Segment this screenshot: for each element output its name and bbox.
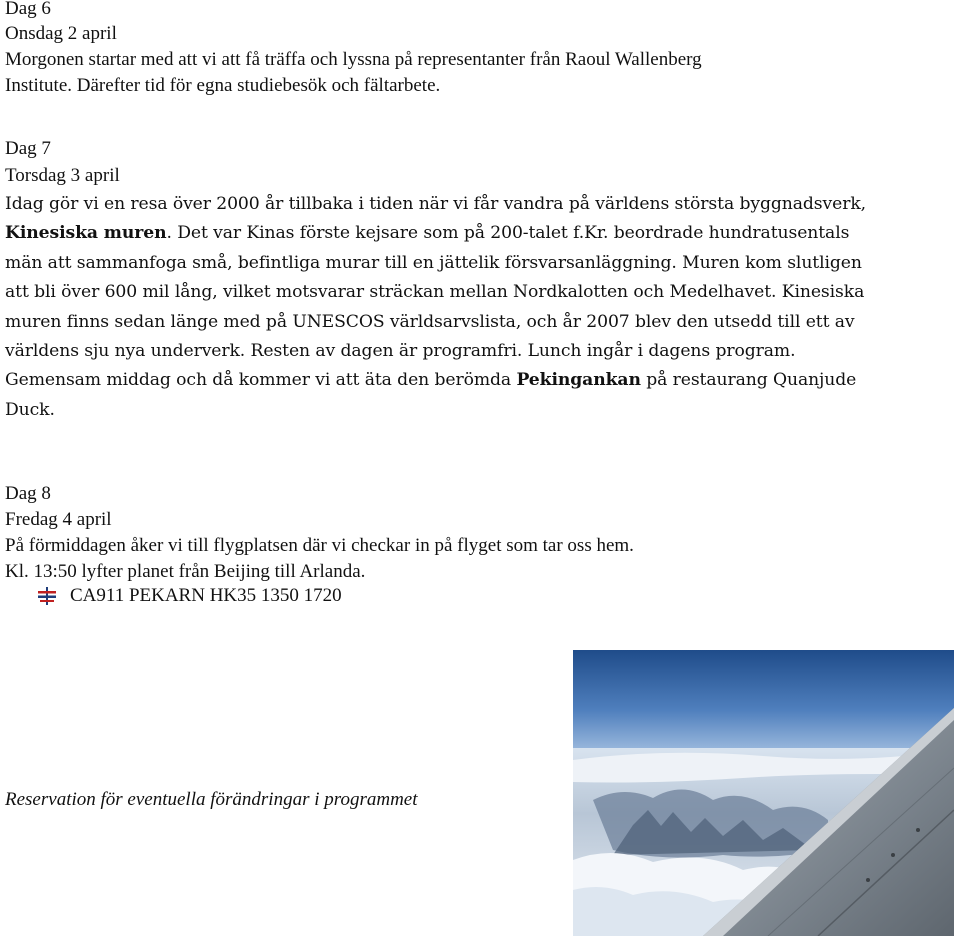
dag6-heading: Dag 6 [5, 0, 51, 19]
dag7-heading: Dag 7 [5, 138, 51, 159]
dag6-text-line2: Institute. Därefter tid för egna studiebesök och fältarbete. [5, 75, 441, 96]
dag7-text-part1: Idag gör vi en resa över 2000 år tillbaka i tiden när vi får vandra på världens största byggnadsverk, [5, 194, 866, 214]
dag6-text-line1: Morgonen startar med att vi att få träffa och lyssna på representanter från Raoul Wallenberg [5, 49, 702, 70]
dag7-paragraph [5, 190, 885, 425]
dag7-text-part3: på restaurang Quanjude Duck. [5, 370, 857, 420]
reservation-note: Reservation för eventuella förändringar i programmet [5, 789, 418, 810]
dag7-date: Torsdag 3 april [5, 165, 120, 186]
pekingankan-bold: Pekingankan [516, 370, 641, 391]
dag8-heading: Dag 8 [5, 483, 51, 504]
bullet-flag-icon [38, 587, 56, 605]
dag7-text-part2: . Det var Kinas förste kejsare som på 200-talet f.Kr. beordrade hundratusentals män att sammanfoga små, befintliga murar till en jättelik försvarsanläggning. Muren kom slutligen att bli över 600 mil lång, vilket motsvarar sträckan mellan Nordkalotten och Medelhavet. Kinesiska muren finns sedan länge med på UNESCOS världsarvslista, och år 2007 blev den utsedd till ett av världens sju nya underverk. Resten av dagen är programfri. Lunch ingår i dagens program. Gemensam middag och då kommer vi att äta den berömda [5, 223, 865, 391]
dag8-text-line2: Kl. 13:50 lyfter planet från Beijing till Arlanda. [5, 561, 366, 582]
flight-details: CA911 PEKARN HK35 1350 1720 [70, 585, 342, 606]
dag6-date: Onsdag 2 april [5, 23, 117, 44]
aerial-airplane-wing-photo [573, 650, 954, 936]
dag8-text-line1: På förmiddagen åker vi till flygplatsen där vi checkar in på flyget som tar oss hem. [5, 535, 634, 556]
kinesiska-muren-bold: Kinesiska muren [5, 223, 167, 244]
flight-info-row [38, 584, 342, 608]
dag8-date: Fredag 4 april [5, 509, 112, 530]
